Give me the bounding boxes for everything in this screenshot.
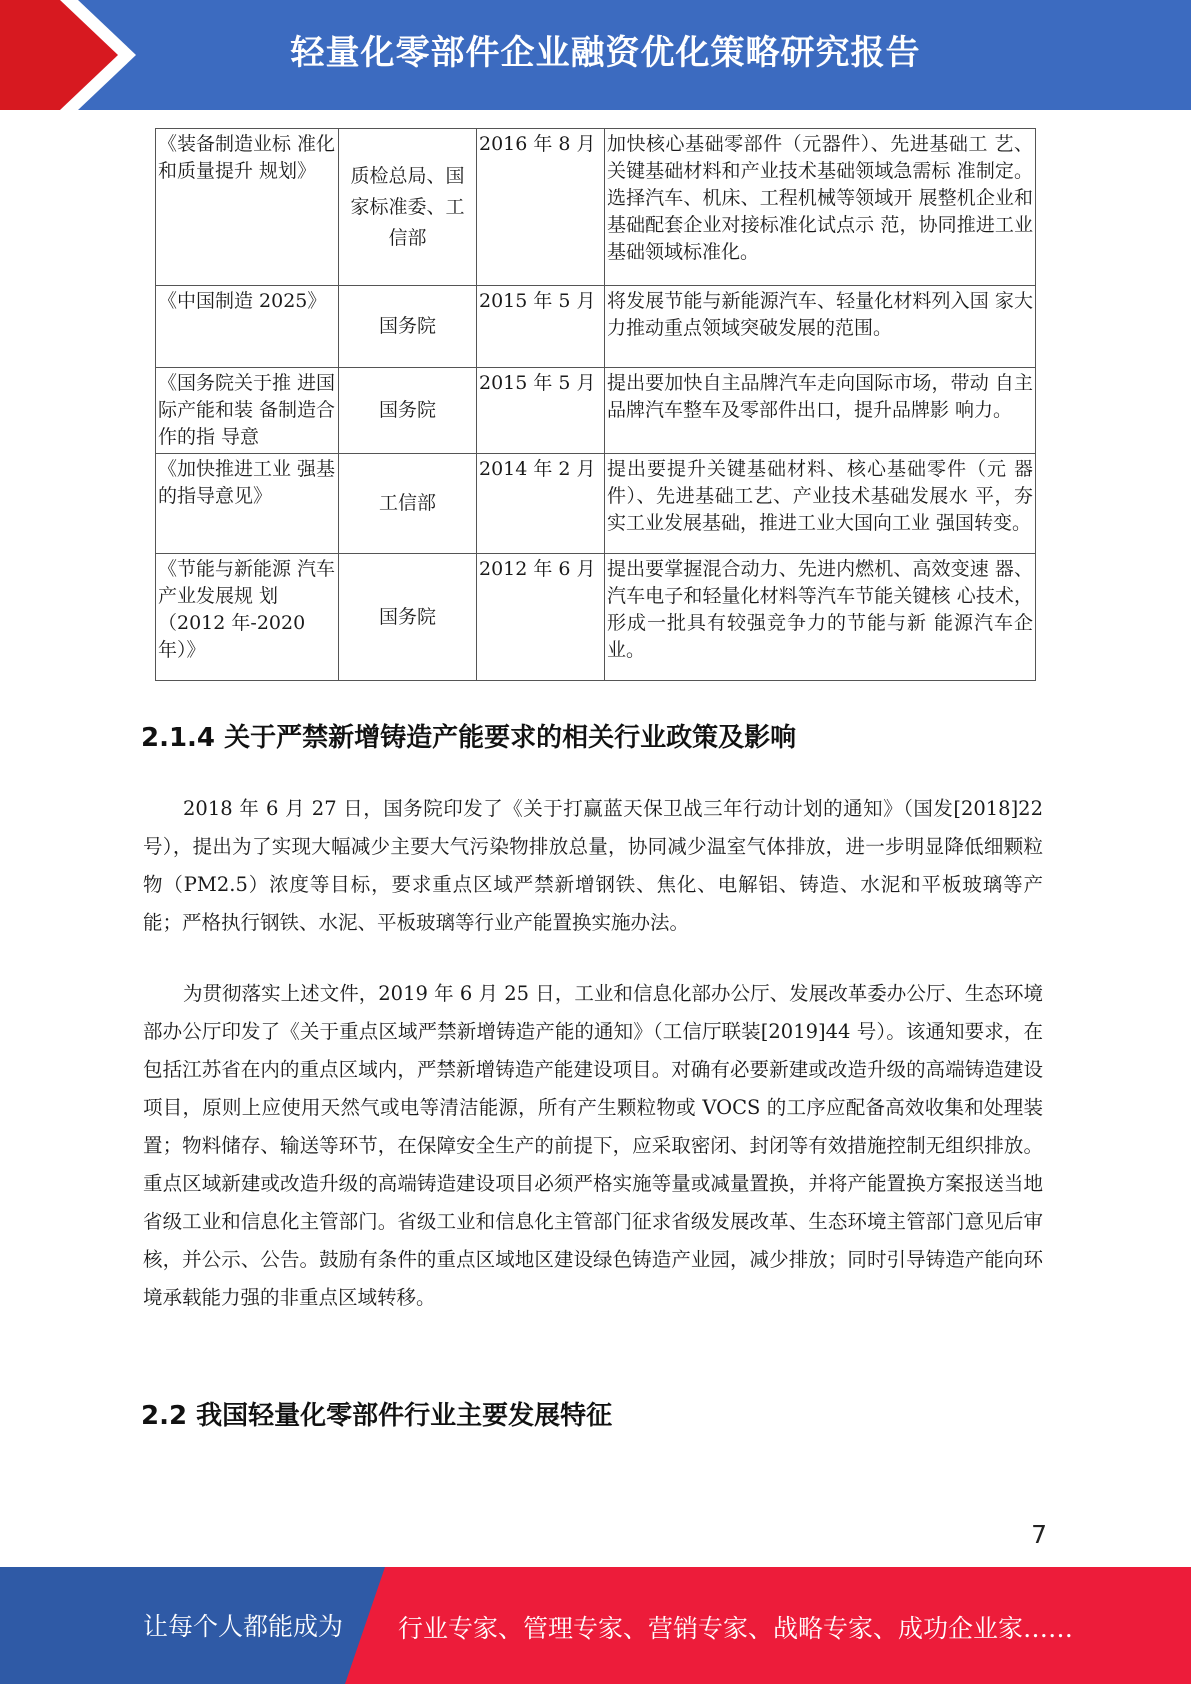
policy-date-cell: 2015 年 5 月 <box>477 368 605 454</box>
table-row <box>156 129 1036 286</box>
policy-dept-cell: 工信部 <box>339 454 477 554</box>
policy-desc-cell: 将发展节能与新能源汽车、轻量化材料列入国 家大力推动重点领域突破发展的范围。 <box>605 286 1036 368</box>
policy-dept-cell: 国务院 <box>339 554 477 681</box>
policy-dept-cell: 国务院 <box>339 286 477 368</box>
policy-date-cell: 2014 年 2 月 <box>477 454 605 554</box>
footer-slogan-right: 行业专家、管理专家、营销专家、战略专家、成功企业家…… <box>398 1614 1074 1643</box>
policy-name-cell: 《国务院关于推 进国际产能和装 备制造合作的指 导意 <box>156 368 339 454</box>
section-paragraph-1: 2018 年 6 月 27 日，国务院印发了《关于打赢蓝天保卫战三年行动计划的通知》（国发[2018]22 号），提出为了实现大幅减少主要大气污染物排放总量，协同减少温室气体排放，进一步明显降低细颗粒物（PM2.5）浓度等目标，要求重点区域严禁新增钢铁、焦化、电解铝、铸造、水泥和平板玻璃等产能；严格执行钢铁、水泥、平板玻璃等行业产能置换实施办法。 <box>143 797 1043 934</box>
page-number: 7 <box>1031 1520 1047 1549</box>
policy-dept-cell <box>339 129 477 286</box>
table-row <box>156 286 1036 368</box>
table-row <box>156 554 1036 681</box>
document-title: 轻量化零部件企业融资优化策略研究报告 <box>290 33 921 73</box>
policy-name-cell: 《节能与新能源 汽车产业发展规 划（2012 年-2020 年）》 <box>156 554 339 681</box>
table-row <box>156 368 1036 454</box>
policy-table <box>155 128 1036 681</box>
policy-desc-cell: 提出要提升关键基础材料、核心基础零件（元 器件）、先进基础工艺、产业技术基础发展水 平，夯实工业发展基础，推进工业大国向工业 强国转变。 <box>605 454 1036 554</box>
table-row <box>156 454 1036 554</box>
policy-desc-cell: 提出要加快自主品牌汽车走向国际市场，带动 自主品牌汽车整车及零部件出口，提升品牌影 响力。 <box>605 368 1036 454</box>
policy-date-cell: 2015 年 5 月 <box>477 286 605 368</box>
page-footer <box>0 1567 1191 1684</box>
policy-name-cell: 《装备制造业标 准化和质量提升 规划》 <box>156 129 339 286</box>
policy-desc-cell: 加快核心基础零部件（元器件）、先进基础工 艺、关键基础材料和产业技术基础领域急需标 准制定。选择汽车、机床、工程机械等领域开 展整机企业和基础配套企业对接标准化试点示 范，协同推进工业基础领域标准化。 <box>605 129 1036 286</box>
policy-dept-cell: 国务院 <box>339 368 477 454</box>
footer-slogan-left: 让每个人都能成为 <box>143 1612 344 1641</box>
page-header <box>0 0 1191 110</box>
policy-dept-text: 质检总局、国家标准委、工信部 <box>350 164 465 249</box>
section-heading-2-2: 2.2 我国轻量化零部件行业主要发展特征 <box>141 1401 613 1431</box>
policy-date-cell: 2012 年 6 月 <box>477 554 605 681</box>
policy-name-cell: 《加快推进工业 强基的指导意见》 <box>156 454 339 554</box>
section-paragraph-2: 为贯彻落实上述文件，2019 年 6 月 25 日，工业和信息化部办公厅、发展改革委办公厅、生态环境部办公厅印发了《关于重点区域严禁新增铸造产能的通知》（工信厅联装[2019]44 号）。该通知要求，在包括江苏省在内的重点区域内，严禁新增铸造产能建设项目。对确有必要新建或改造升级的高端铸造建设项目，原则上应使用天然气或电等清洁能源，所有产生颗粒物或 VOCS 的工序应配备高效收集和处理装置；物料储存、输送等环节，在保障安全生产的前提下，应采取密闭、封闭等有效措施控制无组织排放。重点区域新建或改造升级的高端铸造建设项目必须严格实施等量或减量置换，并将产能置换方案报送当地省级工业和信息化主管部门。省级工业和信息化主管部门征求省级发展改革、生态环境主管部门意见后审核，并公示、公告。鼓励有条件的重点区域地区建设绿色铸造产业园，减少排放；同时引导铸造产能向环境承载能力强的非重点区域转移。 <box>143 982 1043 1309</box>
policy-name-cell: 《中国制造 2025》 <box>156 286 339 368</box>
section-heading-2-1-4: 2.1.4 关于严禁新增铸造产能要求的相关行业政策及影响 <box>141 723 797 753</box>
policy-date-cell: 2016 年 8 月 <box>477 129 605 286</box>
policy-desc-cell: 提出要掌握混合动力、先进内燃机、高效变速 器、汽车电子和轻量化材料等汽车节能关键核 心技术，形成一批具有较强竞争力的节能与新 能源汽车企业。 <box>605 554 1036 681</box>
